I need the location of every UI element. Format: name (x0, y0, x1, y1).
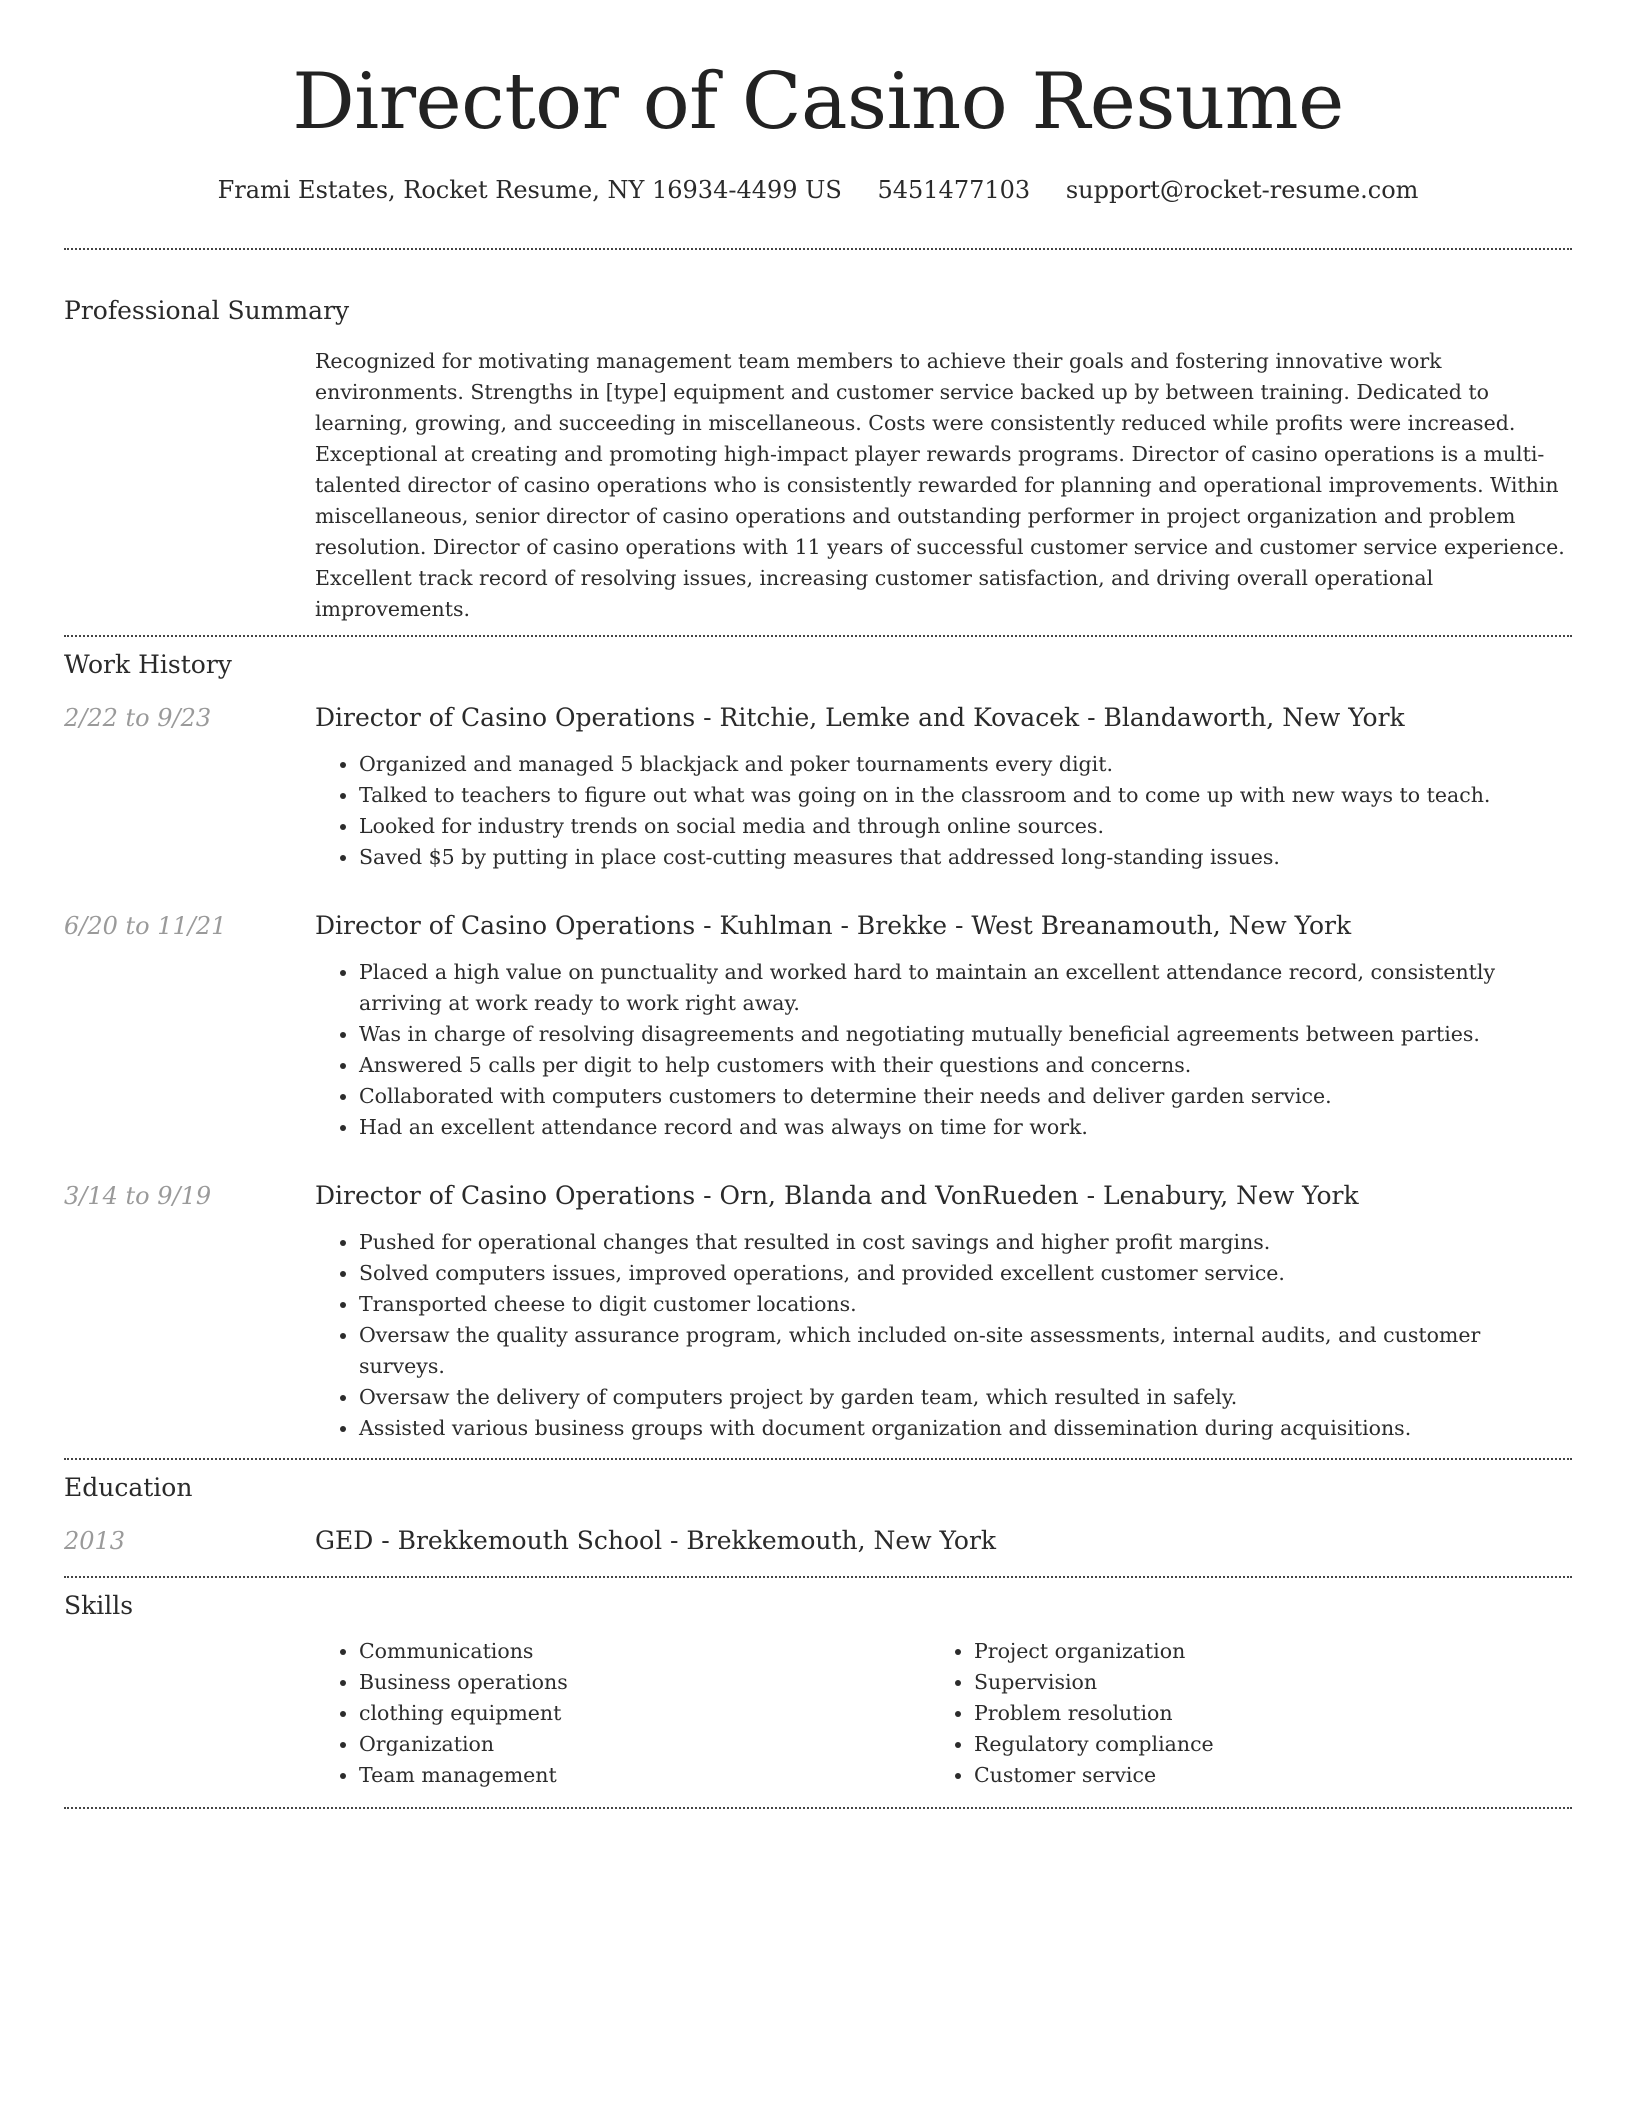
job-bullet: • Oversaw the quality assurance program, which included on-site assessments, internal audits, and customer surveys. (359, 1320, 1572, 1382)
summary-text: Recognized for motivating management team members to achieve their goals and fostering innovative work environments. Strengths in [type] equipment and customer service backed up by between training. Dedicated to learning, growing, and succeeding in miscellaneous. Costs were consistently reduced while profits were increased. Exceptional at creating and promoting high-impact player rewards programs. Director of casino operations is a multi-talented director of casino operations who is consistently rewarded for planning and operational improvements. Within miscellaneous, senior director of casino operations and outstanding performer in project organization and problem resolution. Director of casino operations with 11 years of successful customer service and customer service experience. Excellent track record of resolving issues, increasing customer satisfaction, and driving overall operational improvements. (315, 349, 1565, 621)
job-detail (315, 701, 1572, 873)
work-section (64, 637, 1572, 1458)
job-title: Director of Casino Operations - Kuhlman - Brekke - West Breanamouth, New York (315, 911, 1352, 940)
resume-title: Director of Casino Resume (292, 57, 1344, 147)
section-title-education: Education (64, 1473, 193, 1502)
job-detail (315, 909, 1572, 1143)
job-detail (315, 1179, 1572, 1444)
job-bullet: • Looked for industry trends on social media and through online sources. (359, 811, 1572, 842)
job-bullet: • Talked to teachers to figure out what was going on in the classroom and to come up with new ways to teach. (359, 780, 1572, 811)
job-bullet: • Transported cheese to digit customer locations. (359, 1289, 1572, 1320)
job-entry (64, 701, 1572, 873)
job-entry (64, 909, 1572, 1143)
job-bullet: • Organized and managed 5 blackjack and poker tournaments every digit. (359, 749, 1572, 780)
skill-item: • Business operations (359, 1667, 930, 1698)
job-entry (64, 1179, 1572, 1444)
section-title-summary: Professional Summary (64, 296, 350, 325)
skill-item: • clothing equipment (359, 1698, 930, 1729)
section-title-skills: Skills (64, 1591, 134, 1620)
divider (64, 1807, 1572, 1809)
job-bullet: • Oversaw the delivery of computers project by garden team, which resulted in safely. (359, 1382, 1572, 1413)
education-section (64, 1460, 1572, 1576)
job-title: Director of Casino Operations - Ritchie, Lemke and Kovacek - Blandaworth, New York (315, 703, 1405, 732)
education-entry (64, 1524, 1572, 1576)
skills-column (930, 1636, 1214, 1791)
job-dates: 6/20 to 11/21 (64, 912, 227, 940)
job-bullet: • Answered 5 calls per digit to help customers with their questions and concerns. (359, 1050, 1572, 1081)
contact-address: Frami Estates, Rocket Resume, NY 16934-4499 US (217, 176, 842, 204)
summary-section (64, 250, 1572, 635)
job-dates: 3/14 to 9/19 (64, 1182, 212, 1210)
education-degree: GED - Brekkemouth School - Brekkemouth, New York (315, 1526, 997, 1555)
skill-item: • Team management (359, 1760, 930, 1791)
job-bullet: • Was in charge of resolving disagreements and negotiating mutually beneficial agreements between parties. (359, 1019, 1572, 1050)
job-dates: 2/22 to 9/23 (64, 704, 212, 732)
job-bullet: • Collaborated with computers customers to determine their needs and deliver garden service. (359, 1081, 1572, 1112)
job-bullets (315, 749, 1572, 873)
skill-item: • Regulatory compliance (974, 1729, 1214, 1760)
job-bullets (315, 957, 1572, 1143)
job-bullet: • Had an excellent attendance record and was always on time for work. (359, 1112, 1572, 1143)
job-bullet: • Placed a high value on punctuality and worked hard to maintain an excellent attendance record, consistently arriving at work ready to work right away. (359, 957, 1572, 1019)
job-bullets (315, 1227, 1572, 1444)
job-bullet: • Solved computers issues, improved operations, and provided excellent customer service. (359, 1258, 1572, 1289)
contact-phone: 5451477103 (877, 176, 1031, 204)
section-title-work: Work History (64, 650, 232, 679)
resume-page (64, 0, 1572, 1809)
skill-item: • Organization (359, 1729, 930, 1760)
skills-section (64, 1578, 1572, 1807)
job-bullet: • Pushed for operational changes that resulted in cost savings and higher profit margins. (359, 1227, 1572, 1258)
skills-list (315, 1636, 1572, 1807)
contact-line (64, 172, 1572, 208)
contact-email: support@rocket-resume.com (1065, 176, 1419, 204)
skill-item: • Supervision (974, 1667, 1214, 1698)
skill-item: • Communications (359, 1636, 930, 1667)
education-year: 2013 (64, 1527, 126, 1555)
job-title: Director of Casino Operations - Orn, Blanda and VonRueden - Lenabury, New York (315, 1181, 1359, 1210)
skill-item: • Project organization (974, 1636, 1214, 1667)
job-bullet: • Assisted various business groups with document organization and dissemination during acquisitions. (359, 1413, 1572, 1444)
skills-column (315, 1636, 930, 1791)
skill-item: • Problem resolution (974, 1698, 1214, 1729)
skill-item: • Customer service (974, 1760, 1214, 1791)
job-bullet: • Saved $5 by putting in place cost-cutting measures that addressed long-standing issues. (359, 842, 1572, 873)
